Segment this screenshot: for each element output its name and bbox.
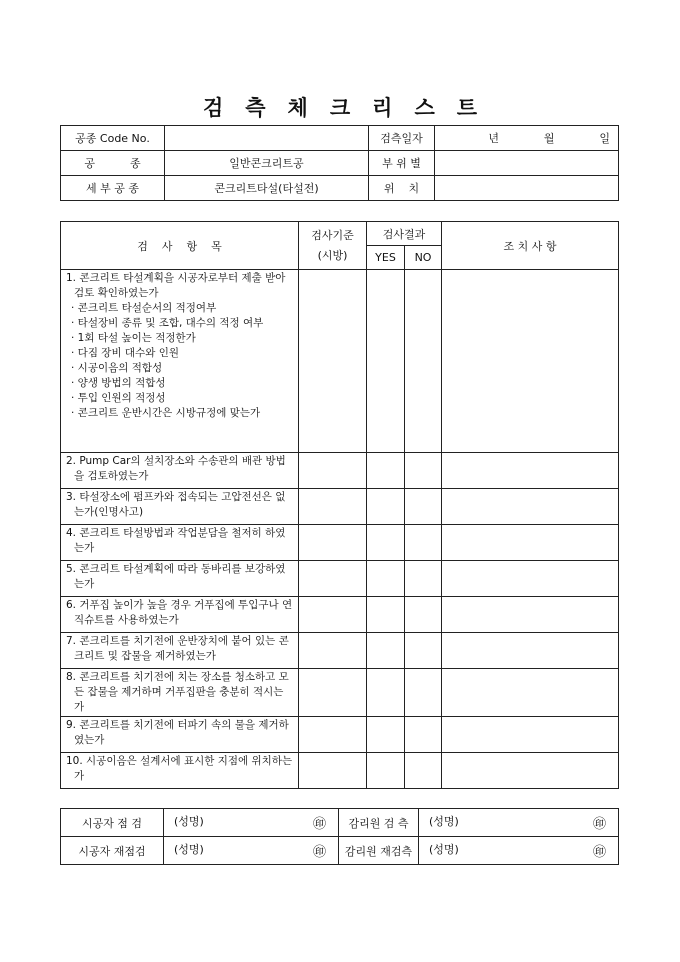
check-subitem: · 타설장비 종류 및 조합, 대수의 적정 여부: [71, 317, 264, 329]
seal-icon: ㊞: [312, 845, 326, 860]
yes-cell[interactable]: [367, 453, 405, 489]
location-label: 위 치: [369, 176, 435, 201]
code-value[interactable]: [165, 126, 369, 151]
page-title: [0, 92, 680, 122]
standard-cell[interactable]: [299, 453, 367, 489]
inspect-date-label: 검측일자: [369, 126, 435, 151]
check-item-text: 1. 콘크리트 타설계획을 시공자로부터 제출 받아 검토 확인하였는가: [66, 272, 286, 299]
no-cell[interactable]: [405, 525, 442, 561]
contractor-check-label: 시공자 점 검: [61, 809, 164, 837]
check-item-text: 10. 시공이음은 설계서에 표시한 지점에 위치하는가: [66, 755, 293, 782]
check-row: [61, 489, 619, 525]
check-item: [61, 669, 299, 717]
sign-placeholder: (성명): [429, 843, 459, 856]
supervisor-recheck-sign[interactable]: [419, 837, 619, 865]
check-item-text: 2. Pump Car의 설치장소와 수송관의 배관 방법을 검토하였는가: [66, 455, 286, 482]
title-char: 트: [456, 95, 478, 120]
standard-cell[interactable]: [299, 633, 367, 669]
standard-label: 검사기준: [311, 228, 354, 242]
check-row: [61, 270, 619, 453]
check-item-text: 9. 콘크리트를 치기전에 터파기 속의 물을 제거하였는가: [66, 719, 289, 746]
no-header: NO: [405, 246, 442, 270]
action-cell[interactable]: [442, 753, 619, 789]
detail-value[interactable]: 콘크리트타설(타설전): [165, 176, 369, 201]
standard-header: [299, 222, 367, 270]
check-row: [61, 453, 619, 489]
yes-cell[interactable]: [367, 597, 405, 633]
yes-cell[interactable]: [367, 633, 405, 669]
date-year: 년: [488, 132, 499, 145]
title-char: 체: [287, 95, 308, 120]
standard-cell[interactable]: [299, 669, 367, 717]
standard-cell[interactable]: [299, 489, 367, 525]
check-subitem: · 양생 방법의 적합성: [71, 377, 166, 389]
action-cell[interactable]: [442, 597, 619, 633]
title-char: 검: [202, 95, 224, 120]
action-header: 조 치 사 항: [442, 222, 619, 270]
part-label: 부 위 별: [369, 151, 435, 176]
no-cell[interactable]: [405, 633, 442, 669]
check-subitem: · 콘크리트 타설순서의 적정여부: [71, 302, 217, 314]
check-subitem: · 투입 인원의 적정성: [71, 392, 166, 404]
yes-cell[interactable]: [367, 669, 405, 717]
title-char: 크: [329, 95, 351, 120]
standard-cell[interactable]: [299, 597, 367, 633]
check-subitem: · 다짐 장비 대수와 인원: [71, 347, 179, 359]
work-type-label: 공 종: [61, 151, 165, 176]
action-cell[interactable]: [442, 633, 619, 669]
title-char: 리: [372, 95, 393, 120]
check-subitem: · 1회 타설 높이는 적정한가: [71, 332, 196, 344]
check-item: [61, 717, 299, 753]
detail-label: 세 부 공 종: [61, 176, 165, 201]
location-value[interactable]: [435, 176, 619, 201]
checklist-table: [60, 221, 619, 789]
yes-cell[interactable]: [367, 270, 405, 453]
action-cell[interactable]: [442, 453, 619, 489]
sign-placeholder: (성명): [174, 843, 204, 856]
check-item: [61, 561, 299, 597]
work-type-value[interactable]: 일반콘크리트공: [165, 151, 369, 176]
check-item: [61, 453, 299, 489]
signature-table: [60, 808, 619, 865]
no-cell[interactable]: [405, 270, 442, 453]
action-cell[interactable]: [442, 525, 619, 561]
date-day: 일: [599, 132, 610, 145]
standard-sub: (시방): [317, 248, 348, 262]
check-item-text: 5. 콘크리트 타설계획에 따라 동바리를 보강하였는가: [66, 563, 286, 590]
action-cell[interactable]: [442, 717, 619, 753]
check-row: [61, 669, 619, 717]
contractor-recheck-sign[interactable]: [164, 837, 339, 865]
no-cell[interactable]: [405, 717, 442, 753]
check-item: [61, 633, 299, 669]
yes-cell[interactable]: [367, 561, 405, 597]
seal-icon: ㊞: [592, 845, 606, 860]
contractor-check-sign[interactable]: [164, 809, 339, 837]
check-item-text: 8. 콘크리트를 치기전에 치는 장소를 청소하고 모든 잡물을 제거하며 거푸집판을 충분히 적시는가: [66, 671, 289, 713]
check-row: [61, 525, 619, 561]
info-table: [60, 125, 619, 201]
check-row: [61, 633, 619, 669]
check-row: [61, 597, 619, 633]
seal-icon: ㊞: [592, 817, 606, 832]
standard-cell[interactable]: [299, 717, 367, 753]
check-item-text: 6. 거푸집 높이가 높을 경우 거푸집에 투입구나 연직슈트를 사용하였는가: [66, 599, 293, 626]
yes-cell[interactable]: [367, 717, 405, 753]
yes-cell[interactable]: [367, 525, 405, 561]
action-cell[interactable]: [442, 669, 619, 717]
check-row: [61, 561, 619, 597]
standard-cell[interactable]: [299, 525, 367, 561]
items-header: 검 사 항 목: [61, 222, 299, 270]
yes-cell[interactable]: [367, 753, 405, 789]
part-value[interactable]: [435, 151, 619, 176]
check-item-text: 3. 타설장소에 펌프카와 접속되는 고압전선은 없는가(인명사고): [66, 491, 286, 518]
supervisor-check-label: 감리원 검 측: [339, 809, 419, 837]
sign-placeholder: (성명): [174, 815, 204, 828]
check-item-text: 7. 콘크리트를 치기전에 운반장치에 붙어 있는 콘크리트 및 잡물을 제거하였는가: [66, 635, 289, 662]
date-month: 월: [543, 132, 555, 145]
sign-placeholder: (성명): [429, 815, 459, 828]
check-item-text: 4. 콘크리트 타설방법과 작업분담을 철저히 하였는가: [66, 527, 286, 554]
result-header: 검사결과: [367, 222, 442, 246]
inspect-date-value[interactable]: [435, 126, 619, 151]
no-cell[interactable]: [405, 753, 442, 789]
check-item: [61, 525, 299, 561]
action-cell[interactable]: [442, 561, 619, 597]
contractor-recheck-label: 시공자 재점검: [61, 837, 164, 865]
check-row: [61, 717, 619, 753]
no-cell[interactable]: [405, 669, 442, 717]
standard-cell[interactable]: [299, 270, 367, 453]
check-subitem: · 시공이음의 적합성: [71, 362, 163, 374]
yes-cell[interactable]: [367, 489, 405, 525]
no-cell[interactable]: [405, 597, 442, 633]
check-item: [61, 489, 299, 525]
supervisor-recheck-label: 감리원 재검측: [339, 837, 419, 865]
check-item: [61, 270, 299, 453]
seal-icon: ㊞: [312, 817, 326, 832]
check-subitem: · 콘크리트 운반시간은 시방규정에 맞는가: [71, 407, 261, 419]
standard-cell[interactable]: [299, 561, 367, 597]
action-cell[interactable]: [442, 270, 619, 453]
check-row: [61, 753, 619, 789]
action-cell[interactable]: [442, 489, 619, 525]
title-char: 스: [414, 95, 435, 120]
supervisor-check-sign[interactable]: [419, 809, 619, 837]
standard-cell[interactable]: [299, 753, 367, 789]
check-item: [61, 753, 299, 789]
check-item: [61, 597, 299, 633]
no-cell[interactable]: [405, 561, 442, 597]
code-label: 공종 Code No.: [61, 126, 165, 151]
no-cell[interactable]: [405, 489, 442, 525]
yes-header: YES: [367, 246, 405, 270]
title-char: 측: [245, 95, 266, 120]
no-cell[interactable]: [405, 453, 442, 489]
